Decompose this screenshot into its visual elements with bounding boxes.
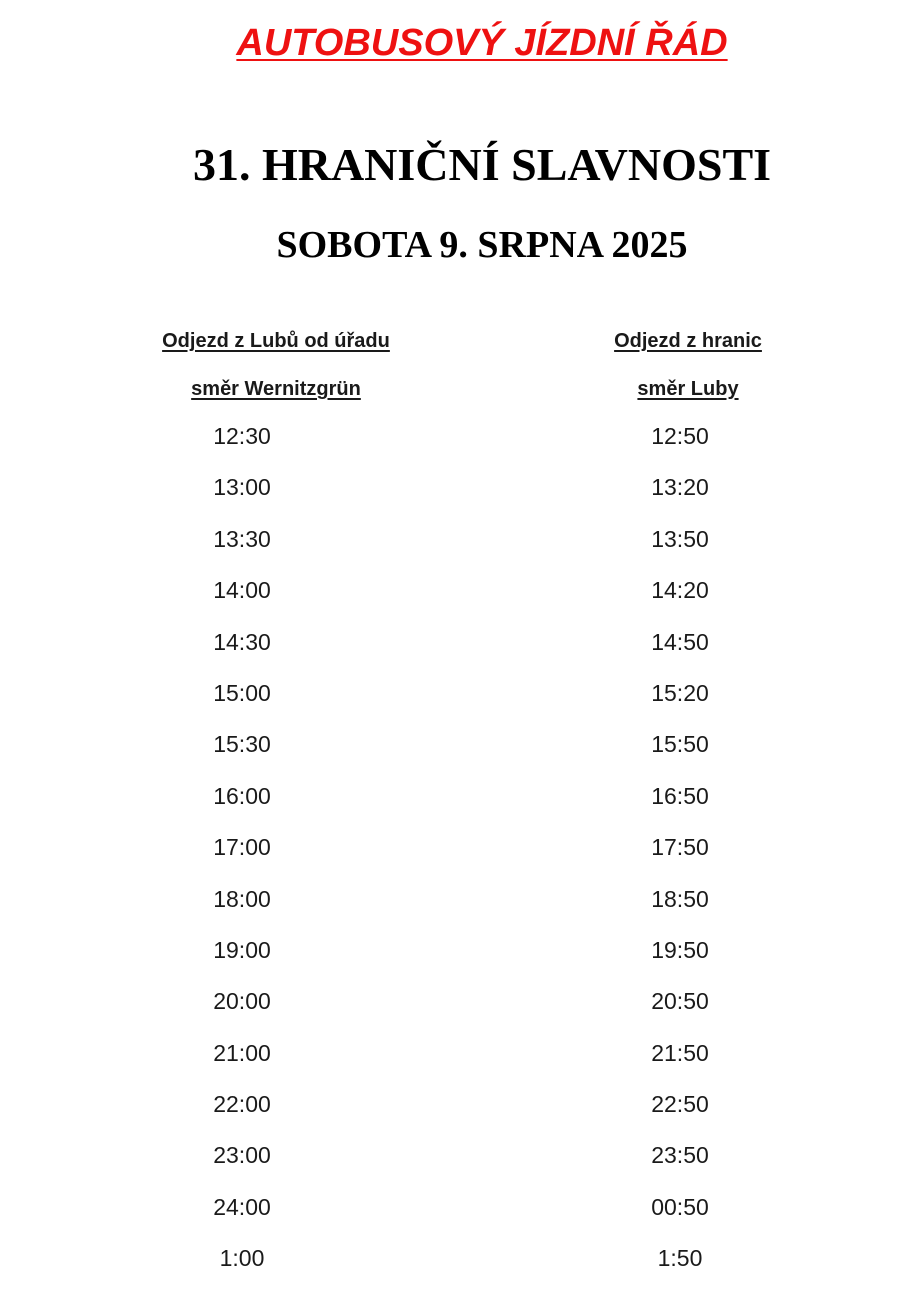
departure-time: 19:00 [213,936,271,963]
departure-time: 00:50 [651,1193,709,1220]
departure-time: 13:20 [651,474,709,501]
departure-time: 19:50 [651,936,709,963]
departure-time: 18:50 [651,885,709,912]
departure-time: 15:50 [651,731,709,758]
departure-time: 24:00 [213,1193,271,1220]
departure-time: 23:00 [213,1142,271,1169]
departure-time: 21:00 [213,1039,271,1066]
timetable-title: AUTOBUSOVÝ JÍZDNÍ ŘÁD [236,22,728,64]
departure-time: 16:00 [213,782,271,809]
departure-time: 12:30 [213,423,271,449]
departure-time: 13:50 [651,525,709,552]
departure-time: 1:00 [219,1245,265,1272]
departure-time: 14:00 [213,577,271,604]
left-column-direction: směr Wernitzgrün [191,378,361,400]
departure-time: 15:30 [213,731,271,758]
event-date: SOBOTA 9. SRPNA 2025 [276,224,688,266]
departure-time: 17:00 [213,834,271,861]
departure-time: 17:50 [651,834,709,861]
departure-time: 12:50 [651,423,709,449]
departure-time: 20:00 [213,988,271,1015]
departure-time: 14:30 [213,628,271,655]
departures-from-border-list [500,418,860,1292]
departure-time: 22:00 [213,1091,271,1118]
left-column-heading: Odjezd z Lubů od úřadu [162,330,390,352]
right-column-heading: Odjezd z hranic [614,330,762,352]
departure-time: 18:00 [213,885,271,912]
departures-from-luby-list [62,418,422,1292]
departure-time: 15:20 [651,679,709,706]
departure-time: 23:50 [651,1142,709,1169]
departure-time: 14:50 [651,628,709,655]
departure-time: 20:50 [651,988,709,1015]
departure-time: 22:50 [651,1091,709,1118]
event-name: 31. HRANIČNÍ SLAVNOSTI [192,139,772,190]
right-column-direction: směr Luby [637,378,739,400]
departure-time: 13:30 [213,525,271,552]
departure-time: 13:00 [213,474,271,501]
departure-time: 15:00 [213,679,271,706]
departure-time: 1:50 [657,1245,703,1272]
departure-time: 21:50 [651,1039,709,1066]
departure-time: 16:50 [651,782,709,809]
departure-time: 14:20 [651,577,709,604]
